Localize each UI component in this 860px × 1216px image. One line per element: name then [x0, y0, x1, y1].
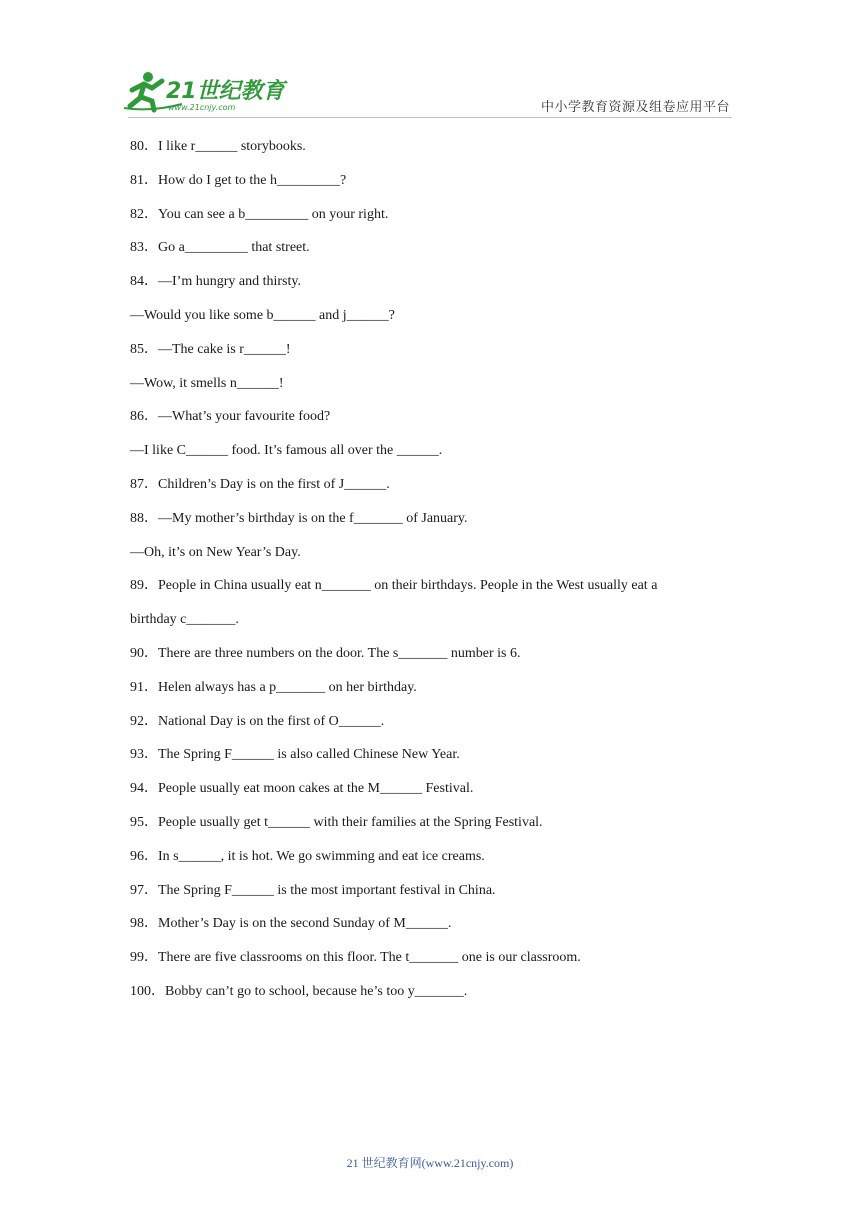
exercise-line: 99．There are five classrooms on this floor. The t_______ one is our classroom. [130, 950, 581, 966]
exercise-line: birthday c_______. [130, 612, 239, 628]
exercise-line: 98．Mother’s Day is on the second Sunday of M______. [130, 916, 452, 932]
exercise-line: 97．The Spring F______ is the most important festival in China. [130, 882, 496, 898]
header-divider [128, 117, 732, 118]
exercise-line: 80．I like r______ storybooks. [130, 139, 306, 154]
exercise-line: 91．Helen always has a p_______ on her birthday. [130, 679, 417, 695]
exercise-line: 94．People usually eat moon cakes at the M______ Festival. [130, 781, 474, 797]
exercise-line: 95．People usually get t______ with their families at the Spring Festival. [130, 814, 543, 830]
exercise-line: 90．There are three numbers on the door. The s_______ number is 6. [130, 645, 521, 661]
exercise-line: 100．Bobby can’t go to school, because he’s too y_______. [130, 983, 468, 999]
logo [122, 68, 292, 114]
exercise-line: 89．People in China usually eat n_______ on their birthdays. People in the West usually eat a [130, 578, 658, 594]
svg-text:21世纪教育: 21世纪教育 [166, 79, 285, 104]
page-header [0, 0, 860, 125]
exercise-line: 83．Go a_________ that street. [130, 240, 310, 256]
exercise-line: 88．—My mother’s birthday is on the f_______ of January. [130, 510, 468, 526]
exercise-line: —Oh, it’s on New Year’s Day. [130, 544, 301, 560]
exercise-line: —I like C______ food. It’s famous all over the ______. [130, 443, 443, 459]
exercise-line: 85．—The cake is r______! [130, 341, 291, 357]
exercise-line: 84．—I’m hungry and thirsty. [130, 274, 301, 290]
page-footer: 21 世纪教育网(www.21cnjy.com) [346, 1156, 514, 1170]
exercise-line: —Would you like some b______ and j______? [130, 307, 395, 323]
site-name: 中小学教育资源及组卷应用平台 [540, 99, 730, 114]
exercise-line: 93．The Spring F______ is also called Chinese New Year. [130, 747, 460, 763]
svg-text:www.21cnjy.com: www.21cnjy.com [168, 103, 236, 112]
exercise-line: —Wow, it smells n______! [130, 375, 284, 391]
exercise-line: 92．National Day is on the first of O______. [130, 713, 385, 729]
exercise-list [130, 136, 730, 1015]
logo-runner-icon [122, 68, 292, 114]
exercise-line: 87．Children’s Day is on the first of J______. [130, 476, 390, 492]
exercise-line: 81．How do I get to the h_________? [130, 172, 347, 188]
exercise-line: 96．In s______, it is hot. We go swimming and eat ice creams. [130, 848, 485, 864]
exercise-line: 86．—What’s your favourite food? [130, 409, 331, 425]
exercise-line: 82．You can see a b_________ on your right. [130, 206, 389, 222]
